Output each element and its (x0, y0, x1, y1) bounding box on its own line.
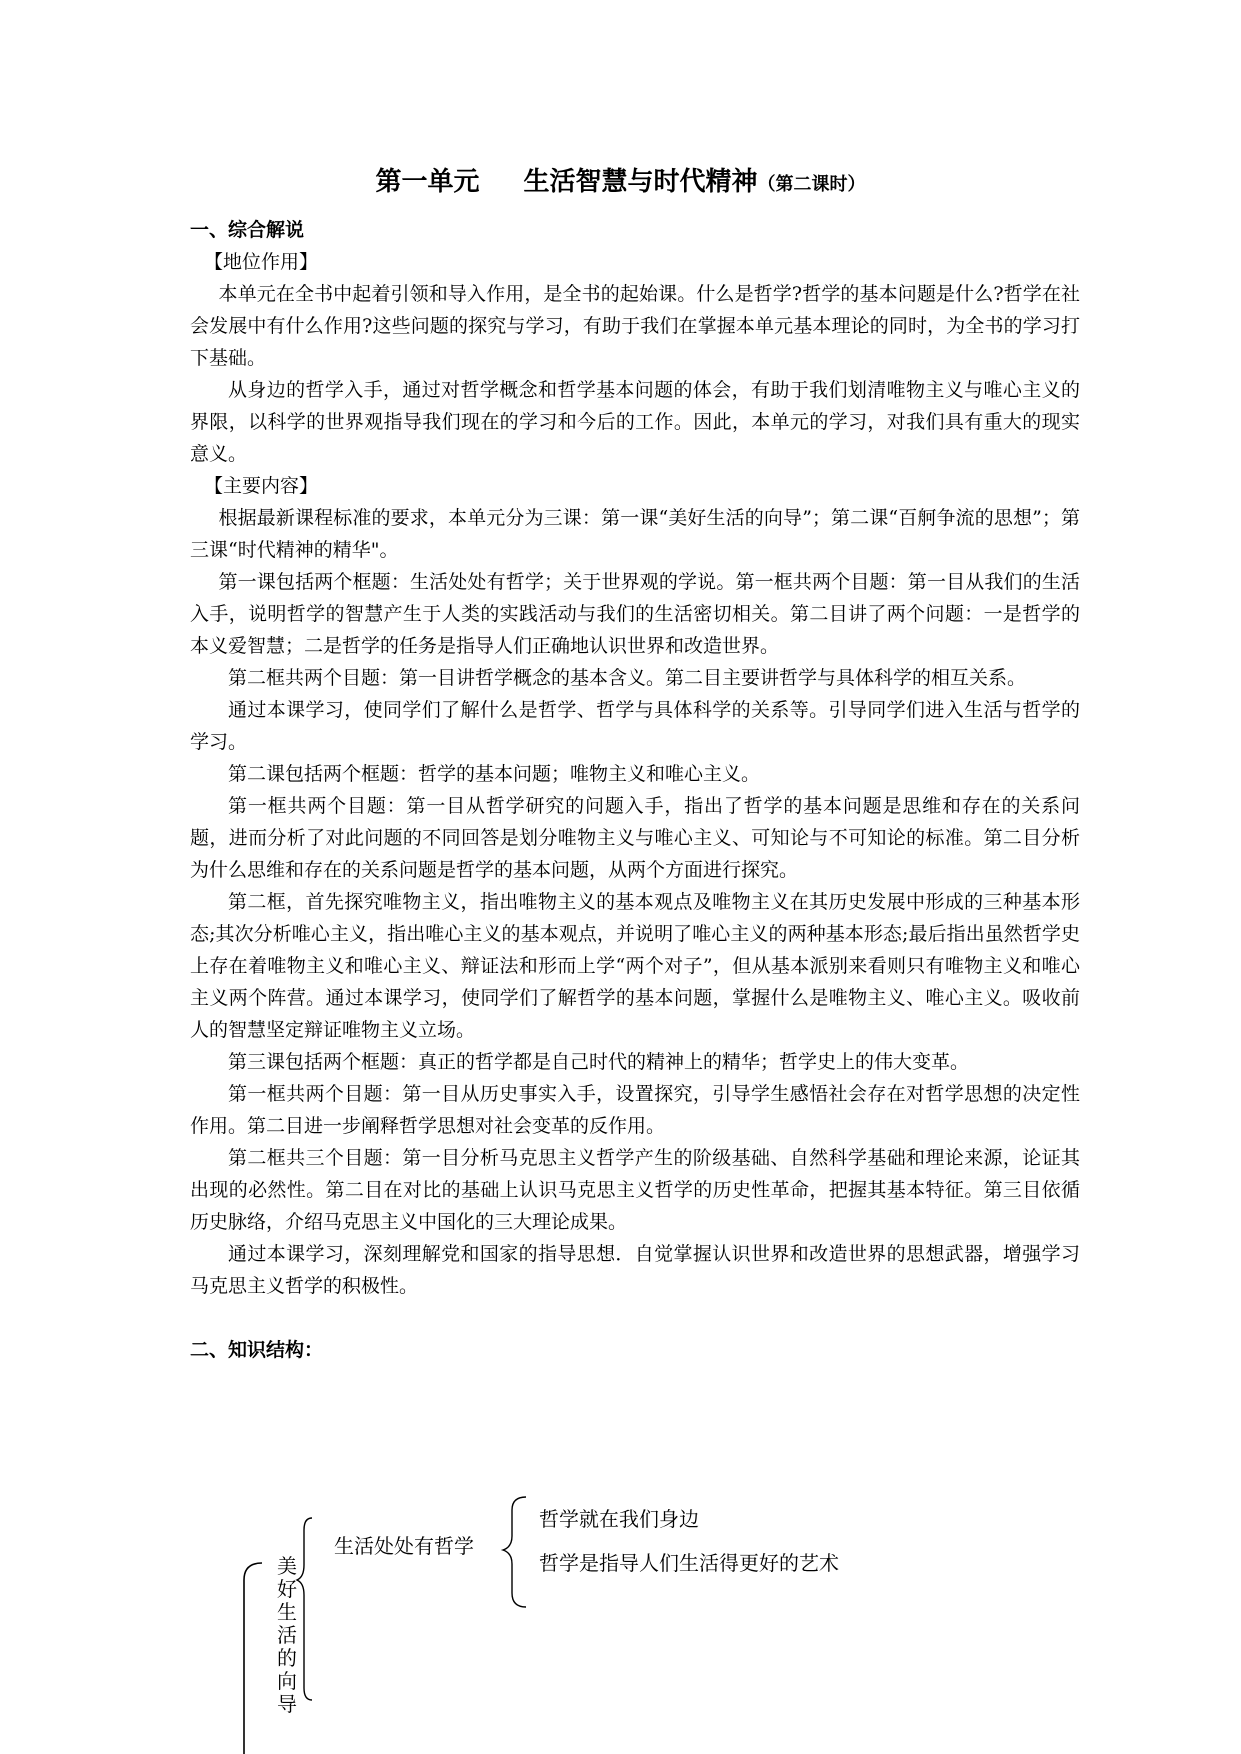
brace-outer (244, 1563, 262, 1754)
brace-frame (297, 1518, 312, 1700)
page-title (0, 162, 1241, 205)
title-sub: （第二课时） (757, 174, 866, 195)
paragraph-1: 本单元在全书中起着引领和导入作用，是全书的起始课。什么是哲学?哲学的基本问题是什么?哲学在社会发展中有什么作用?这些问题的探究与学习，有助于我们在掌握本单元基本理论的同时，为全书的学习打下基础。 (190, 283, 1080, 369)
paragraph-8: 第一框共两个目题：第一目从哲学研究的问题入手，指出了哲学的基本问题是思维和存在的关系问题，进而分析了对此问题的不同回答是划分唯物主义与唯心主义、可知论与不可知论的标准。第二目分析为什么思维和存在的关系问题是哲学的基本问题，从两个方面进行探究。 (190, 795, 1080, 881)
paragraph-5: 第二框共两个目题：第一目讲哲学概念的基本含义。第二目主要讲哲学与具体科学的相互关系。 (228, 667, 1027, 689)
section-1-heading: 一、综合解说 (190, 219, 305, 241)
paragraph-6: 通过本课学习，使同学们了解什么是哲学、哲学与具体科学的关系等。引导同学们进入生活与哲学的学习。 (190, 699, 1080, 753)
paragraph-10: 第三课包括两个框题：真正的哲学都是自己时代的精神上的精华；哲学史上的伟大变革。 (228, 1051, 970, 1073)
paragraph-9: 第二框，首先探究唯物主义，指出唯物主义的基本观点及唯物主义在其历史发展中形成的三种基本形态;其次分析唯心主义，指出唯心主义的基本观点，并说明了唯心主义的两种基本形态;最后指出虽然哲学史上存在着唯物主义和唯心主义、辩证法和形而上学“两个对子”，但从基本派别来看则只有唯物主义和唯心主义两个阵营。通过本课学习，使同学们了解哲学的基本问题，掌握什么是唯物主义、唯心主义。吸收前人的智慧坚定辩证唯物主义立场。 (190, 891, 1080, 1041)
diagram-frame-label: 生活处处有哲学 (334, 1534, 474, 1558)
subheading-main-content: 【主要内容】 (204, 475, 319, 497)
paragraph-13: 通过本课学习，深刻理解党和国家的指导思想．自觉掌握认识世界和改造世界的思想武器，增强学习马克思主义哲学的积极性。 (190, 1243, 1080, 1297)
diagram-item-1: 哲学就在我们身边 (539, 1507, 699, 1531)
paragraph-4: 第一课包括两个框题：生活处处有哲学；关于世界观的学说。第一框共两个目题：第一目从我们的生活入手，说明哲学的智慧产生于人类的实践活动与我们的生活密切相关。第二目讲了两个问题：一是哲学的本义爱智慧；二是哲学的任务是指导人们正确地认识世界和改造世界。 (190, 571, 1080, 657)
paragraph-7: 第二课包括两个框题：哲学的基本问题；唯物主义和唯心主义。 (228, 763, 761, 785)
document-body (190, 214, 1080, 1366)
title-main: 第一单元 (375, 167, 480, 197)
title-topic: 生活智慧与时代精神 (523, 167, 758, 197)
diagram-item-2: 哲学是指导人们生活得更好的艺术 (539, 1551, 839, 1575)
brace-items (503, 1497, 526, 1607)
paragraph-11: 第一框共两个目题：第一目从历史事实入手，设置探究，引导学生感悟社会存在对哲学思想的决定性作用。第二目进一步阐释哲学思想对社会变革的反作用。 (190, 1083, 1080, 1137)
subheading-position-role: 【地位作用】 (204, 251, 319, 273)
diagram-lesson-label: 美好生活的向导 (277, 1554, 297, 1716)
section-2-heading: 二、知识结构： (190, 1339, 324, 1361)
paragraph-2: 从身边的哲学入手，通过对哲学概念和哲学基本问题的体会，有助于我们划清唯物主义与唯心主义的界限，以科学的世界观指导我们现在的学习和今后的工作。因此，本单元的学习，对我们具有重大的现实意义。 (190, 379, 1080, 465)
paragraph-12: 第二框共三个目题：第一目分析马克思主义哲学产生的阶级基础、自然科学基础和理论来源，论证其出现的必然性。第二目在对比的基础上认识马克思主义哲学的历史性革命，把握其基本特征。第三目依循历史脉络，介绍马克思主义中国化的三大理论成果。 (190, 1147, 1080, 1233)
paragraph-3: 根据最新课程标准的要求，本单元分为三课：第一课“美好生活的向导”；第二课“百舸争流的思想”；第三课“时代精神的精华"。 (190, 507, 1080, 561)
